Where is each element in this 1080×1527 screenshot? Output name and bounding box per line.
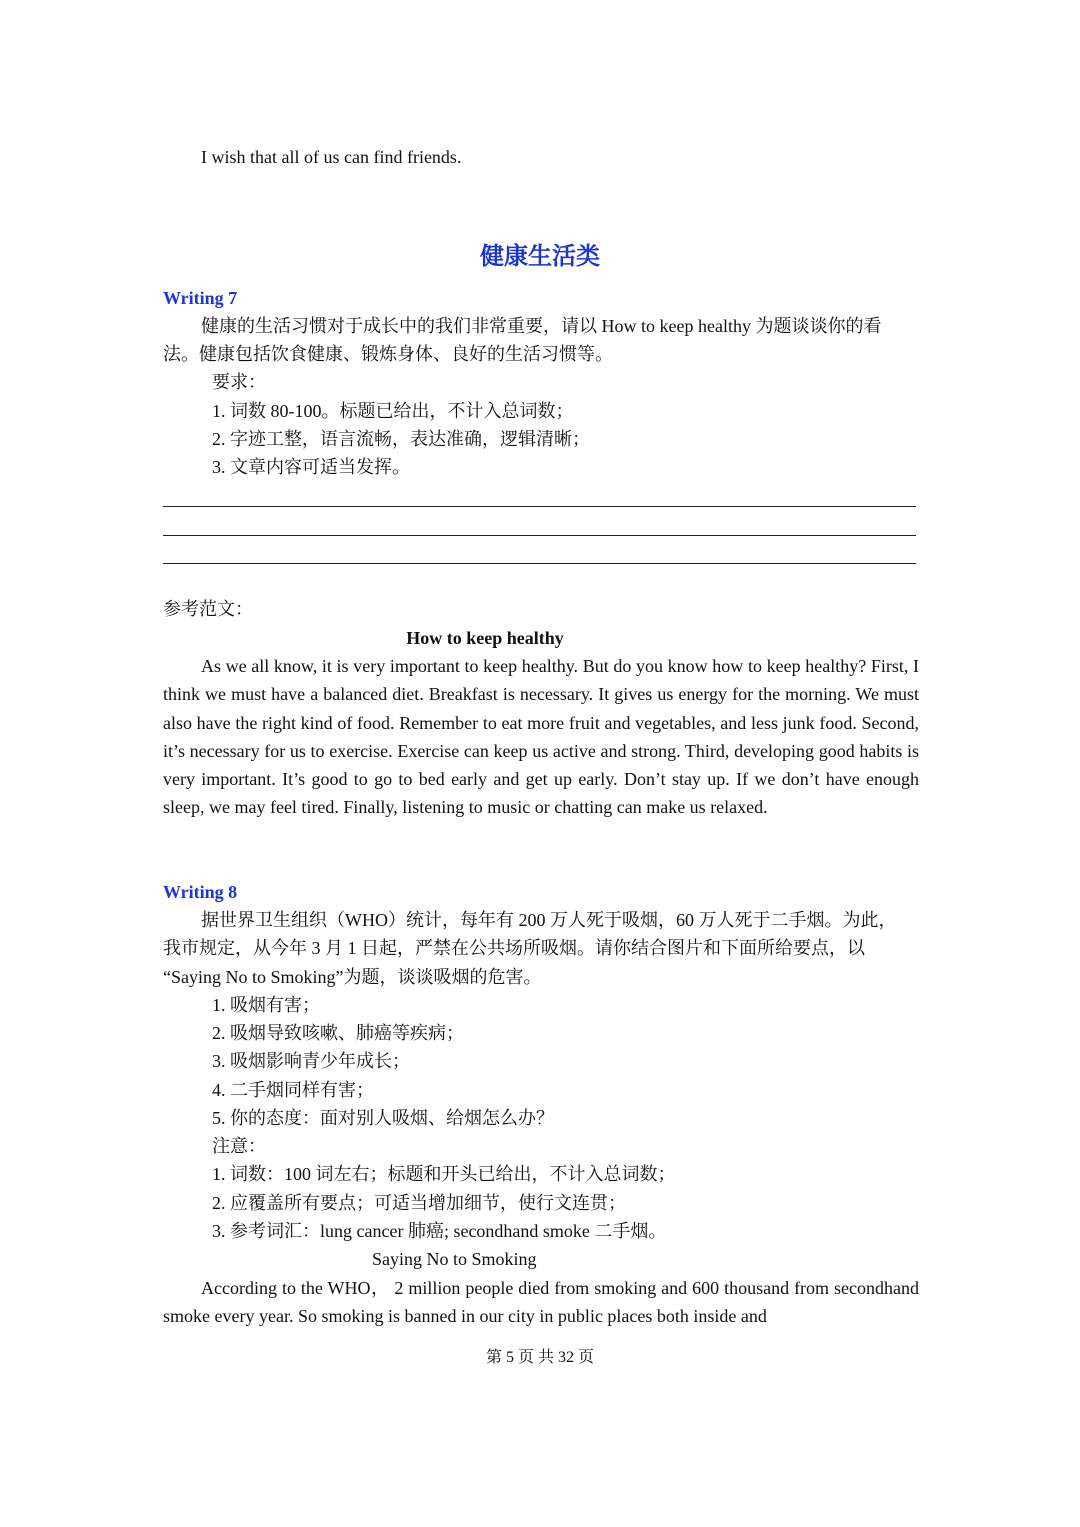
writing8-prompt-line1: 据世界卫生组织（WHO）统计，每年有 200 万人死于吸烟，60 万人死于二手烟。为此， bbox=[201, 910, 897, 930]
writing8-prompt-line2: 我市规定，从今年 3 月 1 日起，严禁在公共场所吸烟。请你结合图片和下面所给要点，以 bbox=[163, 938, 865, 958]
writing7-requirement-1: 1. 词数 80-100。标题已给出，不计入总词数； bbox=[212, 401, 574, 421]
writing8-essay-body: According to the WHO， 2 million people died from smoking and 600 thousand from secondhand smoke every year. So smoking is banned in our city in public places both inside and bbox=[163, 1278, 919, 1327]
answer-line bbox=[163, 535, 916, 536]
writing7-requirement-3: 3. 文章内容可适当发挥。 bbox=[212, 457, 410, 477]
writing8-prompt-line3: “Saying No to Smoking”为题，谈谈吸烟的危害。 bbox=[163, 967, 542, 987]
writing8-note-1: 1. 词数：100 词左右；标题和开头已给出，不计入总词数； bbox=[212, 1164, 676, 1184]
answer-line bbox=[163, 563, 916, 564]
writing7-essay-body: As we all know, it is very important to keep healthy. But do you know how to keep healthy? First, I think we must have a balanced diet. Breakfast is necessary. It gives us energy for the morning. We must also have the right kind of food. Remember to eat more fruit and vegetables, and less junk food. Second, it’s necessary for us to exercise. Exercise can keep us active and strong. Third, developing good habits is very important. It’s good to go to bed early and get up early. Don’t stay up. If we don’t have enough sleep, we may feel tired. Finally, listening to music or chatting can make us relaxed. bbox=[163, 656, 919, 818]
answer-line bbox=[163, 506, 916, 507]
writing8-point-5: 5. 你的态度：面对别人吸烟、给烟怎么办？ bbox=[212, 1108, 554, 1128]
writing7-requirement-2: 2. 字迹工整，语言流畅，表达准确，逻辑清晰； bbox=[212, 429, 590, 449]
sample-essay-label: 参考范文： bbox=[163, 599, 253, 619]
writing7-label: Writing 7 bbox=[163, 288, 238, 308]
writing7-prompt-line1: 健康的生活习惯对于成长中的我们非常重要，请以 How to keep healthy 为题谈谈你的看 bbox=[201, 316, 882, 336]
writing8-point-2: 2. 吸烟导致咳嗽、肺癌等疾病； bbox=[212, 1023, 464, 1043]
writing8-note-2: 2. 应覆盖所有要点；可适当增加细节，使行文连贯； bbox=[212, 1193, 626, 1213]
intro-line: I wish that all of us can find friends. bbox=[201, 147, 462, 167]
writing7-prompt-line2: 法。健康包括饮食健康、锻炼身体、良好的生活习惯等。 bbox=[163, 344, 613, 364]
section-heading: 健康生活类 bbox=[480, 242, 600, 270]
writing8-point-3: 3. 吸烟影响青少年成长； bbox=[212, 1051, 410, 1071]
writing8-note-3: 3. 参考词汇：lung cancer 肺癌; secondhand smoke 二手烟。 bbox=[212, 1221, 667, 1241]
writing8-essay-title: Saying No to Smoking bbox=[372, 1249, 537, 1269]
writing8-note-label: 注意： bbox=[212, 1136, 266, 1156]
writing8-point-4: 4. 二手烟同样有害； bbox=[212, 1080, 374, 1100]
writing7-essay-title: How to keep healthy bbox=[406, 628, 564, 648]
writing8-label: Writing 8 bbox=[163, 882, 238, 902]
page-footer: 第 5 页 共 32 页 bbox=[485, 1349, 594, 1366]
writing7-requirements-label: 要求： bbox=[212, 372, 266, 392]
writing8-point-1: 1. 吸烟有害； bbox=[212, 995, 320, 1015]
